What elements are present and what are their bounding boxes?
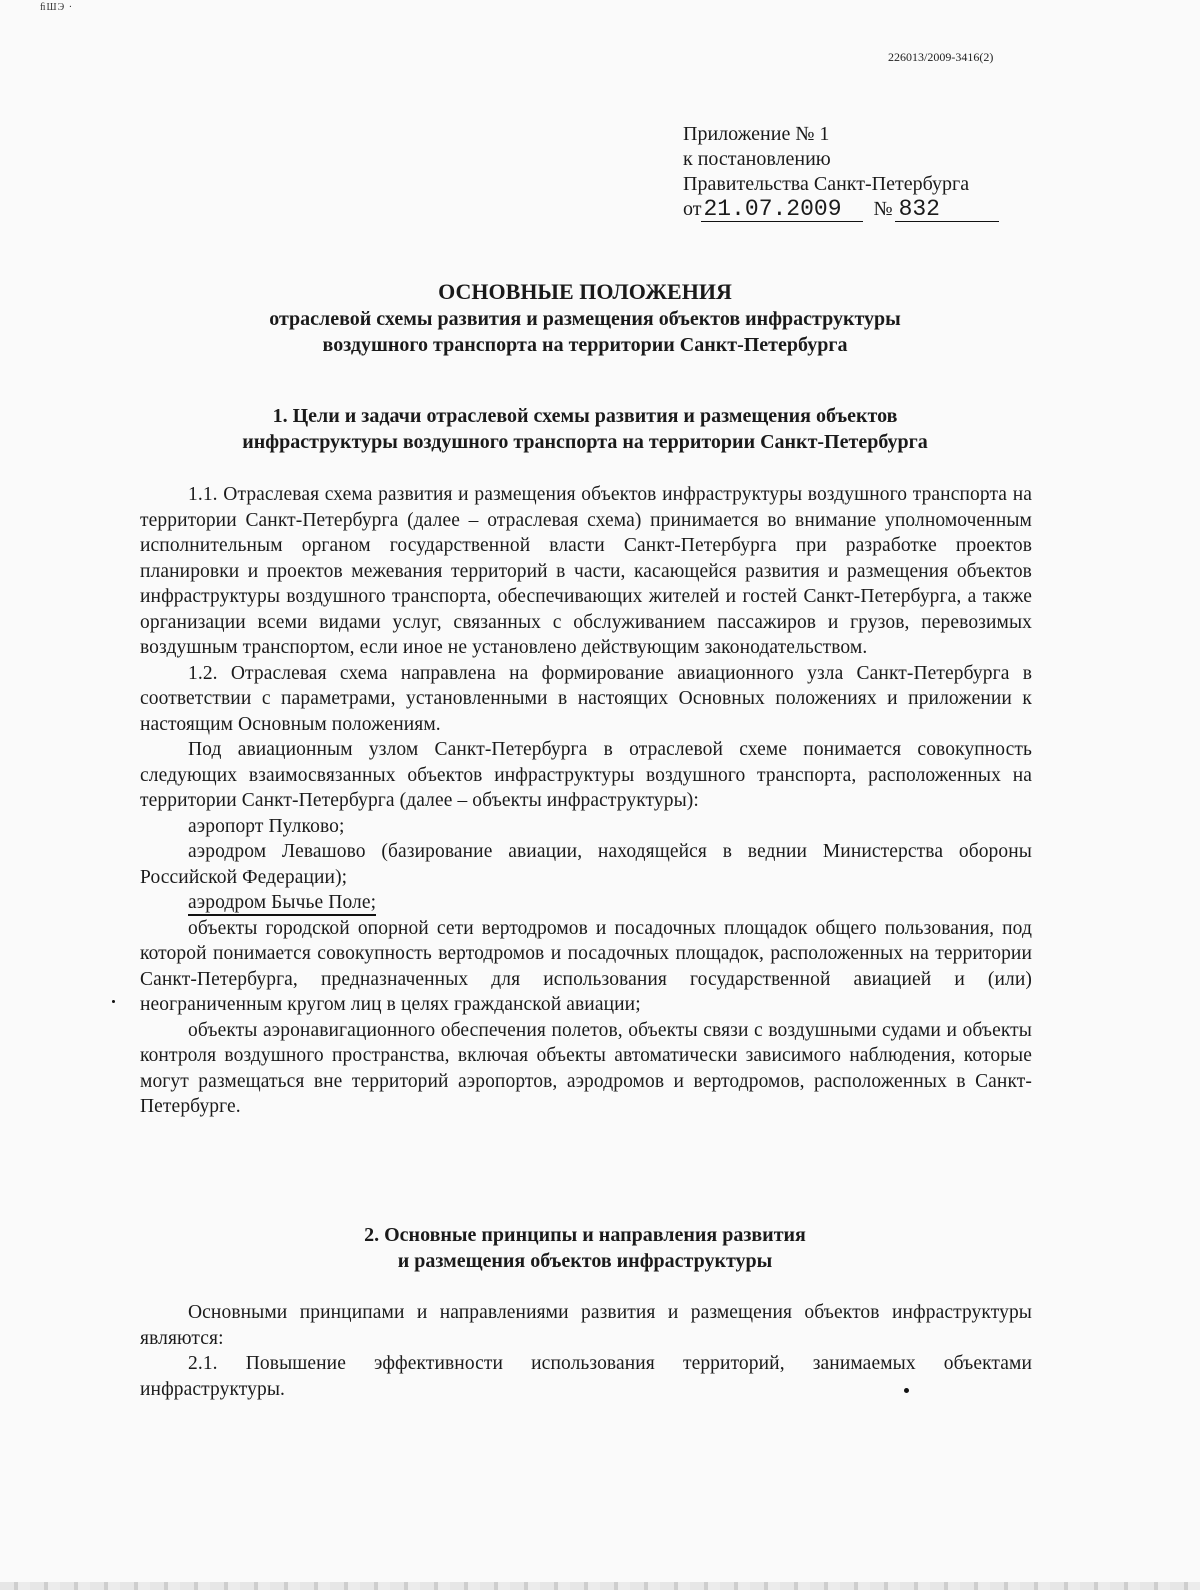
resolution-number: 832 (895, 197, 999, 222)
bychye-pole-underlined-text: аэродром Бычье Поле; (188, 892, 376, 916)
list-item-heliports: объекты городской опорной сети вертодромов и посадочных площадок общего пользования, под которой понимается совокупность вертодромов и посадочных площадок, расположенных на территории Санкт-Петербурга, предназначенных для использования государственной авиацией и (или) неограниченным кругом лиц в целях гражданской авиации; (140, 917, 1032, 1015)
paragraph-2-1: 2.1. Повышение эффективности использования территорий, занимаемых объектами инфраструктуры. (140, 1353, 1032, 1400)
scan-corner-mark: ﬁШЭ · (40, 2, 74, 13)
section-2-body (140, 1300, 1032, 1402)
paragraph-1-2: 1.2. Отраслевая схема направлена на формирование авиационного узла Санкт-Петербурга в соответствии с параметрами, установленными в настоящих Основных положениях и приложении к настоящим Основным положениям. (140, 662, 1032, 735)
section-2-heading (150, 1222, 1020, 1274)
section-1-heading-line-1: 1. Цели и задачи отраслевой схемы развития и размещения объектов (272, 405, 898, 427)
paragraph-1-1: 1.1. Отраслевая схема развития и размещения объектов инфраструктуры воздушного транспорта на территории Санкт-Петербурга (далее – отраслевая схема) принимается во внимание уполномоченным исполнительным органом государственной власти Санкт-Петербурга при разработке проектов планировки и проектов межевания территорий в части, касающейся развития и размещения объектов инфраструктуры воздушного транспорта, обеспечивающих жителей и гостей Санкт-Петербурга, а также организации всеми видами услуг, связанных с обслуживанием пассажиров и грузов, перевозимых воздушным транспортом, если иное не установлено действующим законодательством. (140, 484, 1032, 658)
scan-bottom-edge (0, 1582, 1200, 1590)
appendix-line-1: Приложение № 1 (683, 123, 830, 145)
section-2-heading-line-2: и размещения объектов инфраструктуры (397, 1250, 773, 1272)
section-1-heading-line-2: инфраструктуры воздушного транспорта на территории Санкт-Петербурга (242, 431, 928, 453)
section-2-heading-line-1: 2. Основные принципы и направления развития (364, 1224, 806, 1246)
title-line-3: воздушного транспорта на территории Санкт-Петербурга (322, 334, 848, 356)
registration-number: 226013/2009-3416(2) (888, 50, 994, 64)
list-item-pulkovo: аэропорт Пулково; (188, 815, 345, 837)
appendix-block (683, 122, 999, 222)
appendix-line-3: Правительства Санкт-Петербурга (683, 173, 970, 195)
scan-speck (904, 1388, 909, 1393)
resolution-date: 21.07.2009 (701, 197, 863, 222)
section-1-body (140, 482, 1032, 1120)
list-item-levashovo: аэродром Левашово (базирование авиации, находящейся в веднии Министерства обороны Российской Федерации); (140, 841, 1032, 888)
section-1-heading (150, 403, 1020, 455)
title-line-2: отраслевой схемы развития и размещения объектов инфраструктуры (269, 308, 901, 330)
appendix-date-line (683, 197, 999, 222)
paragraph-aviation-hub: Под авиационным узлом Санкт-Петербурга в отраслевой схеме понимается совокупность следующих взаимосвязанных объектов инфраструктуры воздушного транспорта, расположенных на территории Санкт-Петербурга (далее – объекты инфраструктуры): (140, 739, 1032, 811)
list-item-bychye-pole (140, 890, 1032, 916)
section-2-intro: Основными принципами и направлениями развития и размещения объектов инфраструктуры являются: (140, 1302, 1032, 1349)
main-title: ОСНОВНЫЕ ПОЛОЖЕНИЯ (438, 279, 732, 304)
date-prefix: от (683, 198, 702, 220)
scan-speck (112, 1000, 115, 1003)
list-item-air-navigation: объекты аэронавигационного обеспечения полетов, объекты связи с воздушными судами и объекты контроля воздушного пространства, включая объекты автоматически зависимого наблюдения, которые могут размещаться вне территорий аэропортов, аэродромов и вертодромов, расположенных в Санкт-Петербурге. (140, 1019, 1032, 1117)
appendix-line-2: к постановлению (683, 148, 831, 170)
document-title (150, 278, 1020, 358)
number-label: № (873, 198, 893, 220)
